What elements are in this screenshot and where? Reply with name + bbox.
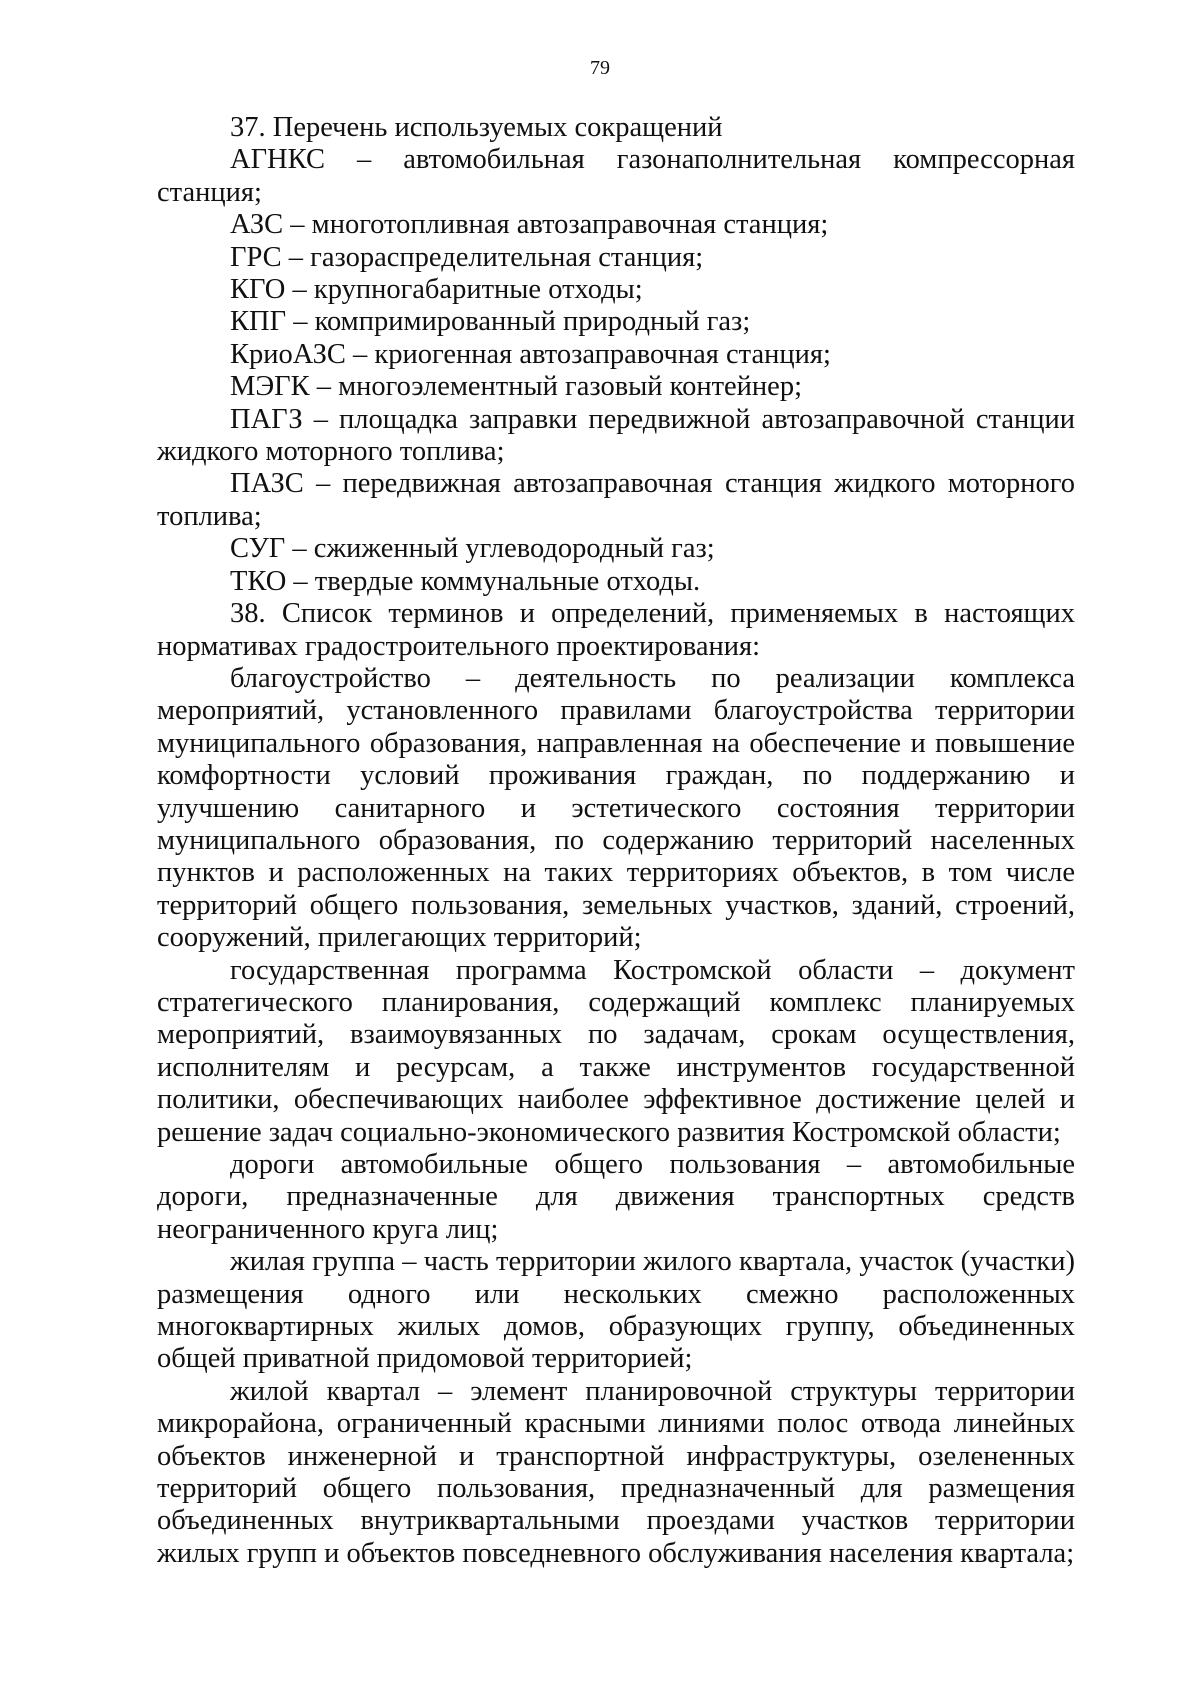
abbreviation-agnks: АГНКС – автомобильная газонаполнительная компрессорная станция; <box>157 144 1075 208</box>
abbreviation-pazs: ПАЗС – передвижная автозаправочная станция жидкого моторного топлива; <box>157 468 1075 532</box>
section-37-heading: 37. Перечень используемых сокращений <box>230 112 723 143</box>
term-dorogi-avtomobilnye: дороги автомобильные общего пользования – автомобильные дороги, предназначенные для движения транспортных средств неограниченного круга лиц; <box>157 1149 1075 1245</box>
term-blagoustroystvo: благоустройство – деятельность по реализации комплекса мероприятий, установленного правилами благоустройства территории муниципального образования, направленная на обеспечение и повышение комфортности условий проживания граждан, по поддержанию и улучшению санитарного и эстетического состояния территории муниципального образования, по содержанию территорий населенных пунктов и расположенных на таких территориях объектов, в том числе территорий общего пользования, земельных участков, зданий, строений, сооружений, прилегающих территорий; <box>157 662 1075 954</box>
abbreviation-kgo: КГО – крупногабаритные отходы; <box>230 274 643 306</box>
abbreviation-pagz: ПАГЗ – площадка заправки передвижной автозаправочной станции жидкого моторного топлива; <box>157 403 1075 468</box>
term-gosudarstvennaya-programma: государственная программа Костромской области – документ стратегического планирования, содержащий комплекс планируемых мероприятий, взаимоувязанных по задачам, срокам осуществления, исполнителям и ресурсам, а также инструментов государственной политики, обеспечивающих наиболее эффективное достижение целей и решение задач социально-экономического развития Костромской области; <box>157 954 1075 1148</box>
page-number: 79 <box>590 57 610 79</box>
abbreviation-azs: АЗС – многотопливная автозаправочная станция; <box>230 209 829 241</box>
abbreviation-krioazs: КриоАЗС – криогенная автозаправочная станция; <box>230 338 831 370</box>
document-body <box>157 112 1075 1570</box>
abbreviation-tko: ТКО – твердые коммунальные отходы. <box>230 565 701 597</box>
abbreviation-grs: ГРС – газораспределительная станция; <box>230 241 704 273</box>
abbreviation-sug: СУГ – сжиженный углеводородный газ; <box>230 533 715 565</box>
term-zhiloy-kvartal: жилой квартал – элемент планировочной структуры территории микрорайона, ограниченный красными линиями полос отвода линейных объектов инженерной и транспортной инфраструктуры, озелененных территорий общего пользования, предназначенный для размещения объединенных внутриквартальными проездами участков территории жилых групп и объектов повседневного обслуживания населения квартала; <box>157 1375 1075 1569</box>
term-zhilaya-gruppa: жилая группа – часть территории жилого квартала, участок (участки) размещения одного или нескольких смежно расположенных многоквартирных жилых домов, образующих группу, объединенных общей приватной придомовой территорией; <box>157 1246 1075 1375</box>
section-38-heading: 38. Список терминов и определений, применяемых в настоящих нормативах градостроительного проектирования: <box>157 598 1075 662</box>
abbreviation-kpg: КПГ – компримированный природный газ; <box>230 306 751 338</box>
abbreviation-megk: МЭГК – многоэлементный газовый контейнер; <box>230 371 803 403</box>
